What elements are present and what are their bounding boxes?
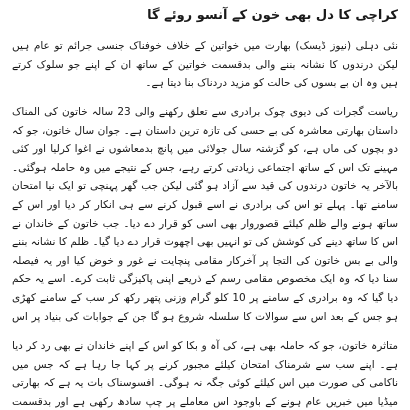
- article-paragraph-2: ریاست گجرات کی دیوی چوک برادری سے تعلق رکھنے والی 23 سالہ خاتون کی المناک داستان بھارتی معاشرہ کی بے حسی کی تازہ ترین داستان ہے۔ جوان سال خاتون، جو کہ دو بچوں کی ماں ہے، کو گزشتہ سال جولائی میں پانچ بدمعاشوں نے اغوا کرلیا اور کئی مہینے تک اس کے ساتھ اجتماعی زیادتی کرتے رہے، جس کے نتیجے میں وہ حاملہ ہوگئی۔ بالآخر یہ خاتون درندوں کی قید سے آزاد ہو گئی لیکن جب گھر پہنچی تو ایک نیا امتحان سامنے تھا۔ پہلے تو اس کی برادری نے اسے قبول کرنے سے ہی انکار کر دیا اور اس کے ساتھ ہونے والے ظلم کیلئے قصوروار بھی اسی کو قرار دے دیا۔ جب خاتون کے خاندان نے اس کا ساتھ دینے کی کوشش کی تو انہیں بھی اچھوت قرار دے دیا گیا۔ ظلم کا نشانہ بننے والی بے بس خاتون کی التجا پر آخرکار مقامی پنچایت نے غور و خوض کیا اور یہ فیصلہ سنا دیا کہ وہ ایک مخصوص مقامی رسم کے ذریعے اپنی پاکیزگی ثابت کرے۔ اسے یہ حکم دیا گیا کہ وہ برادری کے سامنے پر 10 کلو گرام وزنی پتھر رکھ کر سب کے سامنے کھڑی ہو جس کے بعد اس سے سوالات کا سلسلہ شروع ہو گا جن کے جوابات کی بنیاد پر اس: [12, 106, 398, 323]
- article-paragraph-3: متاثرہ خاتون، جو کہ حاملہ بھی ہے، کی آہ و بکا کو اس کے اپنے خاندان نے بھی رد کر دیا ہے۔ اپنے سب سے شرمناک امتحان کیلئے مجبور کرنے پر کہا جا رہا ہے کہ جس میں ناکامی کی صورت میں اس کیلئے کوئی جگہ نہ ہوگی۔ افسوسناک بات یہ ہے کہ بھارتی میڈیا میں خبریں عام ہونے کے باوجود اس معاملے پر چپ سادھ رکھی ہے اور بدقسمت: [12, 340, 398, 408]
- article-headline: کراچی کا دل بھی خون کے آنسو روئے گا: [147, 8, 398, 23]
- article-paragraph-1: نئی دہلی (نیوز ڈیسک) بھارت میں خواتین کے خلاف خوفناک جنسی جرائم تو عام ہیں لیکن درندوں کا نشانہ بننے والی بدقسمت خواتین کے ساتھ ان کے اپنے جو سلوک کرتے ہیں وہ ان بے بسوں کی حالت کو مزید دردناک بنا دیتا ہے۔: [12, 40, 398, 90]
